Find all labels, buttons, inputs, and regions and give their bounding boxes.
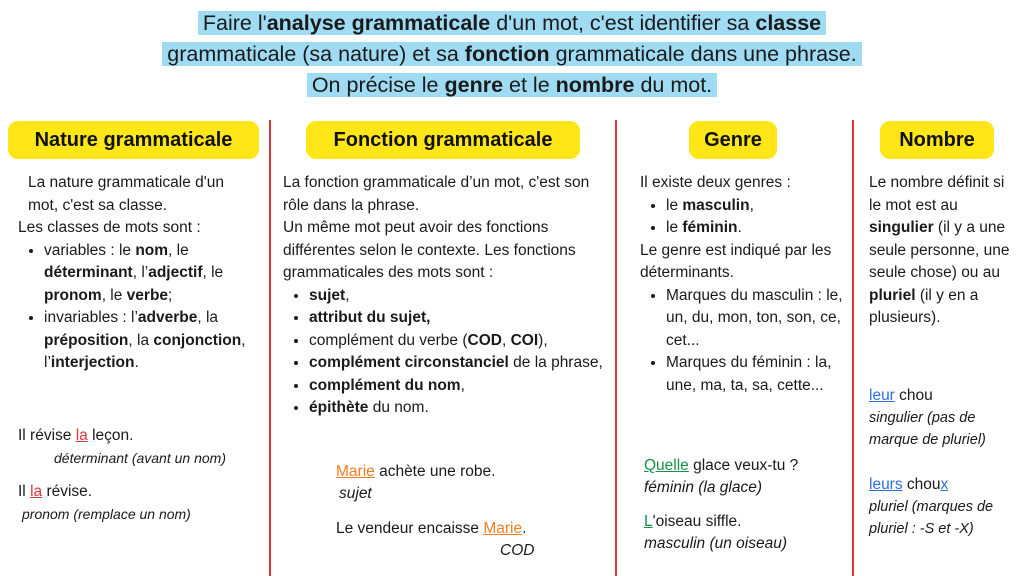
example-note: pluriel (marques de pluriel : -S et -X): [869, 499, 994, 537]
fonction-list: [283, 285, 611, 420]
example-word: la: [75, 427, 88, 444]
column-separator: [852, 120, 854, 576]
list-item: • invariables : l’adverbe, la préposition, la conjonction, l’interjection.: [44, 307, 260, 375]
example-word: Marie: [483, 520, 523, 537]
genre-marks-list: [640, 285, 850, 398]
genre-list: [640, 195, 850, 240]
nature-body: [28, 172, 258, 217]
example-note: masculin (un oiseau): [644, 535, 788, 552]
example-word: Marie: [336, 463, 375, 480]
example-word: leur: [869, 387, 895, 404]
example-word: leurs: [869, 476, 903, 493]
nature-classes: [18, 217, 260, 375]
example-note: singulier (pas de marque de pluriel): [869, 410, 986, 448]
list-item: • complément du nom,: [309, 375, 611, 398]
fonction-intro: Un même mot peut avoir des fonctions différentes selon le contexte. Les fonctions grammaticales des mots sont :: [283, 219, 576, 281]
genre-indication: Le genre est indiqué par les déterminants.: [640, 241, 832, 281]
heading-fonction: Fonction grammaticale: [306, 121, 580, 159]
list-item: • le féminin.: [666, 217, 850, 240]
intro-text-part: du mot.: [634, 73, 713, 97]
list-item: • attribut du sujet,: [309, 307, 611, 330]
example-note: COD: [500, 542, 535, 559]
genre-example-1: Quelle glace veux-tu ? féminin (la glace): [644, 455, 849, 499]
example-note: pronom (remplace un nom): [22, 506, 191, 522]
fonction-definition: La fonction grammaticale d’un mot, c'est son rôle dans la phrase.: [283, 174, 590, 214]
genre-body: [640, 172, 850, 397]
list-item: • Marques du masculin : le, un, du, mon, ton, son, ce, cet...: [666, 285, 850, 353]
nombre-example-2: leurs choux pluriel (marques de pluriel : -S et -X): [869, 474, 1019, 540]
example-letter: x: [940, 476, 949, 493]
heading-genre: Genre: [689, 121, 777, 159]
intro-text-bold: fonction: [464, 42, 550, 66]
heading-nombre: Nombre: [880, 121, 994, 159]
nature-classes-intro: Les classes de mots sont :: [18, 219, 201, 236]
nombre-definition: Le nombre définit si le mot est au singulier (il y a une seule personne, une seule chose) ou au pluriel (il y en a plusieurs).: [869, 174, 1010, 326]
nature-definition: La nature grammaticale d'un mot, c'est sa classe.: [28, 174, 224, 214]
list-item: • complément circonstanciel de la phrase,: [309, 352, 611, 375]
genre-example-2: L'oiseau siffle. masculin (un oiseau): [644, 511, 849, 555]
fonction-example-2: Le vendeur encaisse Marie. COD: [336, 518, 606, 562]
intro-text-part: grammaticale (sa nature) et sa: [167, 42, 465, 66]
intro-text-part: et le: [503, 73, 556, 97]
intro-text: [0, 8, 1024, 101]
example-word: Quelle: [644, 457, 689, 474]
example-word: L: [644, 513, 653, 530]
intro-text-bold: analyse grammaticale: [266, 11, 491, 35]
nombre-body: [869, 172, 1014, 330]
list-item: • sujet,: [309, 285, 611, 308]
intro-text-bold: genre: [444, 73, 504, 97]
list-item: • le masculin,: [666, 195, 850, 218]
nature-example-1: Il révise la leçon. déterminant (avant un nom): [18, 425, 268, 469]
intro-text-bold: nombre: [555, 73, 635, 97]
intro-text-part: On précise le: [311, 73, 445, 97]
intro-text-part: grammaticale dans une phrase.: [549, 42, 857, 66]
genre-intro: Il existe deux genres :: [640, 174, 791, 191]
nombre-example-1: leur chou singulier (pas de marque de pluriel): [869, 385, 1019, 451]
nature-classes-list: [18, 240, 260, 375]
list-item: • épithète du nom.: [309, 397, 611, 420]
intro-text-part: Faire l': [202, 11, 267, 35]
example-word: la: [30, 483, 43, 500]
fonction-body: [283, 172, 611, 420]
list-item: • Marques du féminin : la, une, ma, ta, sa, cette...: [666, 352, 850, 397]
example-note: féminin (la glace): [644, 479, 763, 496]
intro-text-part: d'un mot, c'est identifier sa: [490, 11, 756, 35]
example-note: déterminant (avant un nom): [54, 450, 226, 466]
column-separator: [269, 120, 271, 576]
example-note: sujet: [339, 485, 372, 502]
nature-example-2: Il la révise. pronom (remplace un nom): [18, 481, 268, 525]
heading-nature: Nature grammaticale: [8, 121, 259, 159]
fonction-example-1: Marie achète une robe. sujet: [336, 461, 606, 505]
intro-text-bold: classe: [755, 11, 822, 35]
list-item: • variables : le nom, le déterminant, l’adjectif, le pronom, le verbe;: [44, 240, 260, 308]
column-separator: [615, 120, 617, 576]
list-item: • complément du verbe (COD, COI),: [309, 330, 611, 353]
